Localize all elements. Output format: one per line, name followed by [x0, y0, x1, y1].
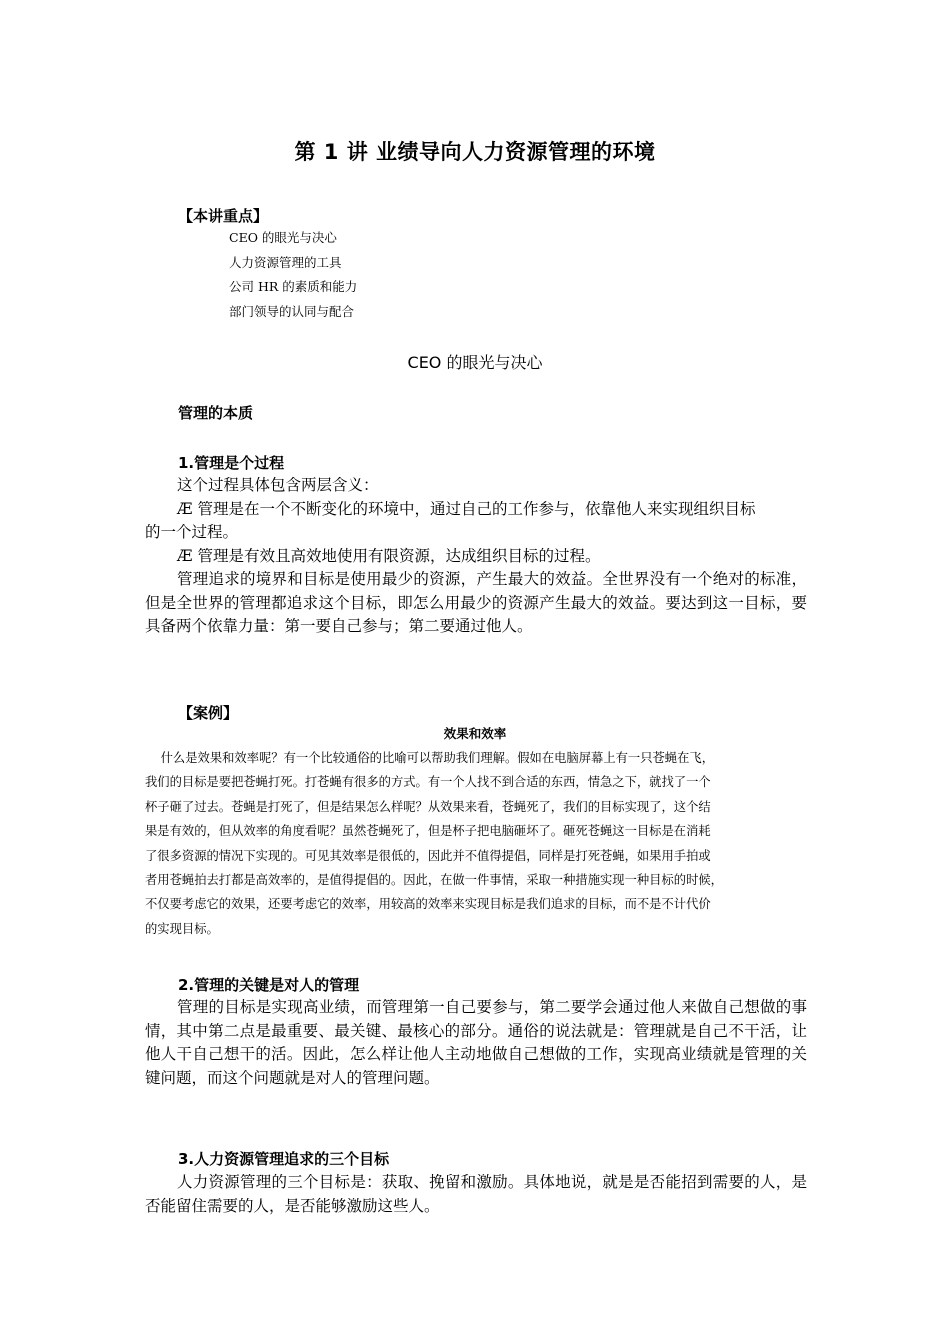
part1-bullet-1: Æ 管理是在一个不断变化的环境中，通过自己的工作参与，依靠他人来实现组织目标: [177, 499, 756, 518]
case-line: 不仅要考虑它的效果，还要考虑它的效率，用较高的效率来实现目标是我们追求的目标，而不是不计代价: [145, 897, 711, 912]
section-title: CEO 的眼光与决心: [407, 353, 543, 372]
case-body: [145, 746, 809, 941]
part1-intro: 这个过程具体包含两层含义：: [177, 476, 379, 494]
case-label: 【案例】: [178, 704, 239, 722]
focus-item: CEO 的眼光与决心: [229, 230, 337, 245]
focus-list: [229, 226, 357, 324]
focus-item: 公司 HR 的素质和能力: [229, 279, 358, 294]
page-title: 第 1 讲 业绩导向人力资源管理的环境: [294, 140, 656, 164]
focus-label: 【本讲重点】: [178, 207, 269, 225]
case-line: 我们的目标是要把苍蝇打死。打苍蝇有很多的方式。有一个人找不到合适的东西，情急之下，就找了一个: [145, 775, 711, 790]
case-line: 了很多资源的情况下实现的。可见其效率是很低的，因此并不值得提倡，同样是打死苍蝇，如果用手拍或: [145, 848, 711, 863]
part1-bullet-1-cont: 的一个过程。: [145, 523, 239, 541]
part2-heading: 2.管理的关键是对人的管理: [178, 976, 360, 994]
part3-body: [145, 1171, 807, 1218]
essence-heading: 管理的本质: [178, 404, 254, 422]
part1-body: [145, 474, 807, 639]
part1-bullet-2: Æ 管理是有效且高效地使用有限资源，达成组织目标的过程。: [177, 546, 601, 565]
case-line: 杯子砸了过去。苍蝇是打死了，但是结果怎么样呢？从效果来看，苍蝇死了，我们的目标实现了，这个结: [145, 799, 711, 814]
case-line: 果是有效的，但从效率的角度看呢？虽然苍蝇死了，但是杯子把电脑砸坏了。砸死苍蝇这一目标是在消耗: [145, 824, 711, 839]
part3-paragraph: 人力资源管理的三个目标是：获取、挽留和激励。具体地说，就是是否能招到需要的人，是否能留住需要的人，是否能够激励这些人。: [145, 1173, 807, 1215]
case-line: 什么是效果和效率呢？有一个比较通俗的比喻可以帮助我们理解。假如在电脑屏幕上有一只苍蝇在飞，: [145, 751, 714, 765]
part2-body: [145, 996, 807, 1090]
focus-item: 人力资源管理的工具: [229, 254, 342, 270]
part1-paragraph: 管理追求的境界和目标是使用最少的资源，产生最大的效益。全世界没有一个绝对的标准，但是全世界的管理都追求这个目标，即怎么用最少的资源产生最大的效益。要达到这一目标，要具备两个依靠力量：第一要自己参与；第二要通过他人。: [145, 570, 807, 635]
case-line: 的实现目标。: [145, 921, 219, 936]
part3-heading: 3.人力资源管理追求的三个目标: [178, 1150, 390, 1168]
focus-item: 部门领导的认同与配合: [229, 303, 355, 319]
part1-heading: 1.管理是个过程: [178, 454, 285, 472]
case-line: 者用苍蝇拍去打都是高效率的，是值得提倡的。因此，在做一件事情，采取一种措施实现一种目标的时候，: [145, 873, 723, 888]
case-title: 效果和效率: [443, 726, 507, 741]
part2-paragraph: 管理的目标是实现高业绩，而管理第一自己要参与，第二要学会通过他人来做自己想做的事情，其中第二点是最重要、最关键、最核心的部分。通俗的说法就是：管理就是自己不干活，让他人干自己想干的活。因此，怎么样让他人主动地做自己想做的工作，实现高业绩就是管理的关键问题，而这个问题就是对人的管理问题。: [145, 998, 807, 1087]
